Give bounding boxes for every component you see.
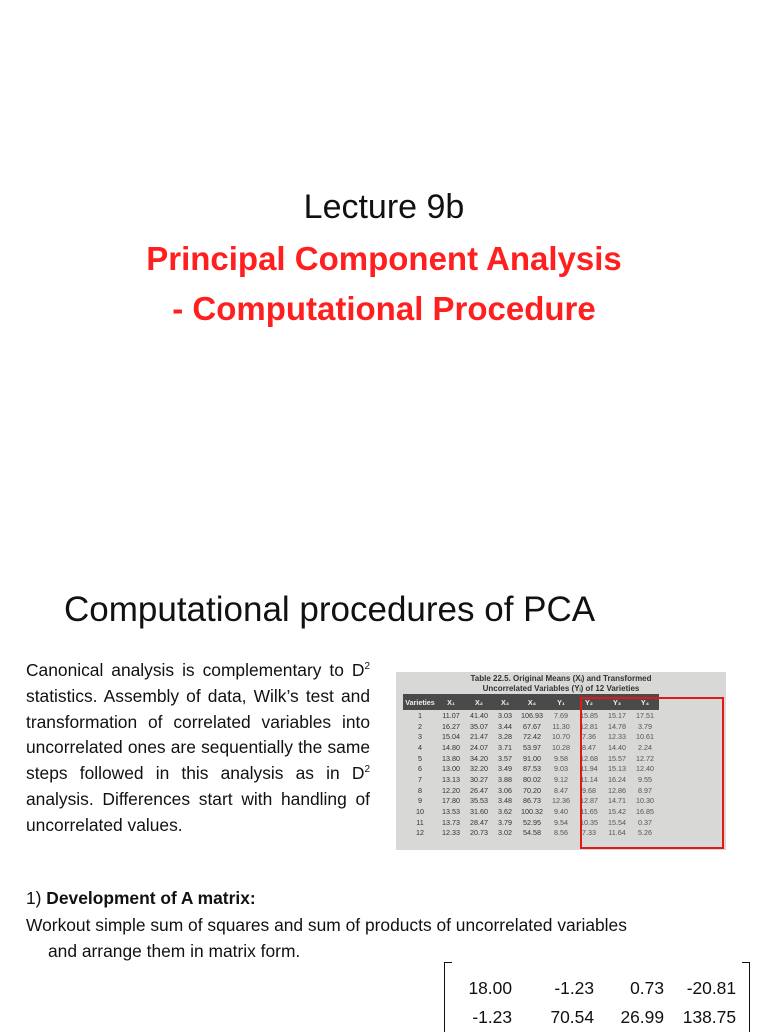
table-cell: 3.44 <box>498 721 512 731</box>
table-cell: 9.54 <box>554 817 568 827</box>
superscript-1: 2 <box>364 661 370 673</box>
step-title: Development of A matrix: <box>46 888 256 908</box>
table-header-cell: Y₄ <box>631 694 659 710</box>
table-cell: 3.79 <box>498 817 512 827</box>
matrix-right-bracket <box>742 962 750 1032</box>
table-header-cell: Y₃ <box>603 694 631 710</box>
table-cell: 3.57 <box>498 753 512 763</box>
table-cell: 100.32 <box>521 807 543 817</box>
table-cell: 6 <box>418 764 422 774</box>
table-cell: 3.03 <box>498 710 512 720</box>
table-cell: 86.73 <box>523 796 541 806</box>
table-cell: 7.36 <box>582 732 596 742</box>
desc-line-2: and arrange them in matrix form. <box>48 940 301 961</box>
table-cell: 15.85 <box>580 710 598 720</box>
table-cell: 12.40 <box>636 764 654 774</box>
matrix-cell: -1.23 <box>554 978 594 998</box>
table-cell: 20.73 <box>470 828 488 838</box>
table-cell: 14.71 <box>608 796 626 806</box>
table-cell: 9.68 <box>582 785 596 795</box>
table-header-cell: Varieties <box>403 694 437 710</box>
table-cell: 26.47 <box>470 785 488 795</box>
table-cell: 3.88 <box>498 774 512 784</box>
table-cell: 8 <box>418 785 422 795</box>
table-cell: 11 <box>416 817 424 827</box>
table-header-cell: X₄ <box>517 694 547 710</box>
table-cell: 15.57 <box>608 753 626 763</box>
table-cell: 2 <box>418 721 422 731</box>
table-cell: 67.67 <box>523 721 541 731</box>
table-header-cell: X₁ <box>437 694 465 710</box>
table-cell: 3.48 <box>498 796 512 806</box>
table-cell: 9.12 <box>554 774 568 784</box>
table-cell: 52.95 <box>523 817 541 827</box>
table-cell: 11.94 <box>580 764 598 774</box>
table-cell: 17.51 <box>636 710 654 720</box>
lecture-title: Lecture 9b <box>303 188 465 226</box>
table-cell: 9.58 <box>554 753 568 763</box>
table-cell: 11.64 <box>608 828 626 838</box>
table-cell: 13.00 <box>442 764 460 774</box>
table-cell: 12.33 <box>442 828 460 838</box>
table-cell: 80.02 <box>523 774 541 784</box>
table-cell: 21.47 <box>470 732 488 742</box>
table-cell: 11.14 <box>580 774 598 784</box>
table-cell: 7.33 <box>582 828 596 838</box>
table-cell: 12.81 <box>580 721 598 731</box>
table-cell: 4 <box>418 742 422 752</box>
table-cell: 3.28 <box>498 732 512 742</box>
table-cell: 3.06 <box>498 785 512 795</box>
table-cell: 11.65 <box>580 807 598 817</box>
table-cell: 11.30 <box>552 721 570 731</box>
table-cell: 12.20 <box>442 785 460 795</box>
table-cell: 24.07 <box>470 742 488 752</box>
table-header-cell: Y₂ <box>575 694 603 710</box>
table-cell: 16.24 <box>608 774 626 784</box>
table-cell: 34.20 <box>470 753 488 763</box>
table-cell: 72.42 <box>523 732 541 742</box>
subtitle-line-1: Principal Component Analysis <box>146 240 622 277</box>
table-cell: 3.79 <box>638 721 652 731</box>
table-header-cell: X₂ <box>465 694 493 710</box>
table-cell: 5.26 <box>638 828 652 838</box>
table-cell: 15.54 <box>608 817 626 827</box>
table-caption <box>396 674 726 694</box>
table-cell: 7 <box>418 774 422 784</box>
table-cell: 106.93 <box>521 710 543 720</box>
para-part-a: Canonical analysis is complementary to D <box>26 660 365 680</box>
step-heading <box>26 888 256 909</box>
table-header-cell: Y₁ <box>547 694 575 710</box>
table-cell: 13.53 <box>442 807 460 817</box>
matrix-cell: 138.75 <box>682 1007 736 1027</box>
table-cell: 15.42 <box>608 807 626 817</box>
step-description <box>26 913 726 964</box>
table-cell: 35.07 <box>470 721 488 731</box>
table-cell: 10.61 <box>636 732 654 742</box>
table-cell: 9.55 <box>638 774 652 784</box>
table-cell: 10.30 <box>636 796 654 806</box>
table-cell: 0.37 <box>638 817 652 827</box>
step-number: 1) <box>26 888 47 908</box>
table-cell: 10 <box>416 807 424 817</box>
table-cell: 2.24 <box>638 742 652 752</box>
table-cell: 3.02 <box>498 828 512 838</box>
table-cell: 8.47 <box>582 742 596 752</box>
table-cell: 53.97 <box>523 742 541 752</box>
table-cell: 28.47 <box>470 817 488 827</box>
table-cell: 3.71 <box>498 742 512 752</box>
table-cell: 16.27 <box>442 721 460 731</box>
section-heading: Computational procedures of PCA <box>64 590 596 629</box>
table-cell: 10.35 <box>580 817 598 827</box>
table-cell: 14.80 <box>442 742 460 752</box>
desc-line-1: Workout simple sum of squares and sum of products of uncorrelated variables <box>26 915 627 935</box>
intro-paragraph <box>26 658 370 839</box>
table-cell: 8.97 <box>638 785 652 795</box>
table-cell: 7.69 <box>554 710 568 720</box>
table-cell: 91.00 <box>523 753 541 763</box>
table-cell: 17.80 <box>442 796 460 806</box>
subtitle-line-2: - Computational Procedure <box>172 290 596 327</box>
table-cell: 16.85 <box>636 807 654 817</box>
table-cell: 9.40 <box>554 807 568 817</box>
highlight-box <box>580 697 724 849</box>
matrix-cell: 70.54 <box>550 1007 594 1027</box>
table-header-cell: X₃ <box>493 694 517 710</box>
table-cell: 8.56 <box>554 828 568 838</box>
matrix-cell: 0.73 <box>630 978 664 998</box>
table-cell: 11.07 <box>442 710 460 720</box>
table-cell: 12.68 <box>580 753 598 763</box>
matrix-left-bracket <box>444 962 452 1032</box>
table-cell: 3.62 <box>498 807 512 817</box>
matrix-cell: 18.00 <box>468 978 512 998</box>
table-cell: 54.58 <box>523 828 541 838</box>
table-cell: 15.04 <box>442 732 460 742</box>
para-part-b: statistics. Assembly of data, Wilk’s test and transformation of correlated variables into uncorrelated ones are sequentially the same steps followed in this analysis as in D <box>26 685 370 784</box>
matrix-cell: -20.81 <box>686 978 736 998</box>
table-cell: 87.53 <box>523 764 541 774</box>
table-cell: 13.80 <box>442 753 460 763</box>
table-cell: 32.20 <box>470 764 488 774</box>
table-cell: 9 <box>418 796 422 806</box>
table-cell: 13.13 <box>442 774 460 784</box>
table-cell: 12.86 <box>608 785 626 795</box>
table-cell: 10.28 <box>552 742 570 752</box>
a-matrix <box>444 962 750 1032</box>
table-cell: 12.72 <box>636 753 654 763</box>
para-part-c: analysis. Differences start with handling of uncorrelated values. <box>26 788 370 835</box>
table-cell: 31.60 <box>470 807 488 817</box>
table-cell: 10.70 <box>552 732 570 742</box>
matrix-cell: -1.23 <box>472 1007 512 1027</box>
table-cell: 5 <box>418 753 422 763</box>
table-cell: 3 <box>418 732 422 742</box>
table-cell: 14.40 <box>608 742 626 752</box>
table-cell: 15.13 <box>608 764 626 774</box>
superscript-2: 2 <box>364 764 370 776</box>
table-cell: 13.73 <box>442 817 460 827</box>
table-caption-line-2: Uncorrelated Variables (Yᵢ) of 12 Varieties <box>482 684 640 693</box>
table-cell: 35.53 <box>470 796 488 806</box>
table-cell: 30.27 <box>470 774 488 784</box>
table-cell: 8.47 <box>554 785 568 795</box>
table-cell: 70.20 <box>523 785 541 795</box>
table-cell: 12.33 <box>608 732 626 742</box>
table-cell: 1 <box>418 710 422 720</box>
table-caption-line-1: Table 22.5. Original Means (Xᵢ) and Transformed <box>470 674 652 683</box>
table-cell: 12.87 <box>580 796 598 806</box>
table-cell: 12.36 <box>552 796 570 806</box>
table-cell: 41.40 <box>470 710 488 720</box>
matrix-cell: 26.99 <box>620 1007 664 1027</box>
table-cell: 14.78 <box>608 721 626 731</box>
table-cell: 15.17 <box>608 710 626 720</box>
table-cell: 9.03 <box>554 764 568 774</box>
table-cell: 3.49 <box>498 764 512 774</box>
table-cell: 12 <box>416 828 424 838</box>
